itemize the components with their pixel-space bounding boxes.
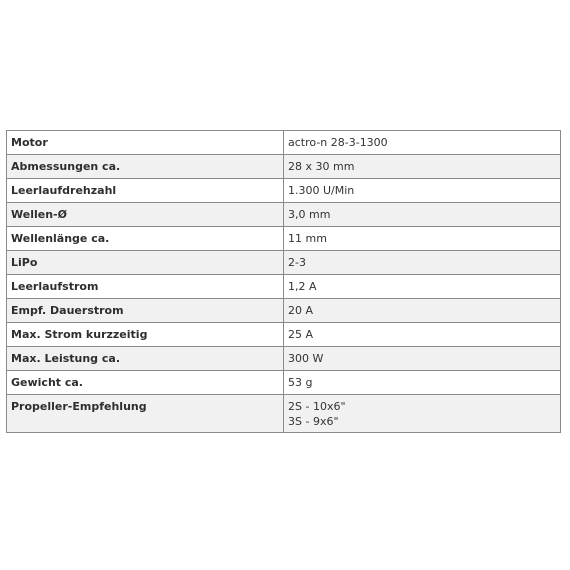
table-row [7,155,561,179]
spec-label: LiPo [7,251,284,275]
table-row [7,323,561,347]
table-row [7,251,561,275]
spec-value: 2-3 [284,251,561,275]
spec-value-line: 3S - 9x6" [288,415,339,428]
spec-value: 53 g [284,371,561,395]
table-row [7,371,561,395]
table-row [7,179,561,203]
spec-value: 1.300 U/Min [284,179,561,203]
spec-value: 11 mm [284,227,561,251]
spec-label: Propeller-Empfehlung [7,395,284,433]
spec-value: 20 A [284,299,561,323]
spec-value: 25 A [284,323,561,347]
spec-value: actro-n 28-3-1300 [284,131,561,155]
spec-value: 1,2 A [284,275,561,299]
table-row [7,275,561,299]
spec-label: Motor [7,131,284,155]
spec-value: 3,0 mm [284,203,561,227]
spec-label: Max. Leistung ca. [7,347,284,371]
spec-value-multiline [284,395,561,433]
spec-label: Abmessungen ca. [7,155,284,179]
spec-table [6,130,561,433]
spec-label: Empf. Dauerstrom [7,299,284,323]
spec-label: Leerlaufstrom [7,275,284,299]
table-row [7,131,561,155]
table-row [7,395,561,433]
table-row [7,347,561,371]
spec-label: Max. Strom kurzzeitig [7,323,284,347]
spec-label: Wellen-Ø [7,203,284,227]
spec-label: Wellenlänge ca. [7,227,284,251]
table-row [7,227,561,251]
spec-label: Gewicht ca. [7,371,284,395]
table-row [7,203,561,227]
spec-value: 28 x 30 mm [284,155,561,179]
table-row [7,299,561,323]
spec-value: 300 W [284,347,561,371]
spec-label: Leerlaufdrehzahl [7,179,284,203]
spec-value-line: 2S - 10x6" [288,400,346,413]
